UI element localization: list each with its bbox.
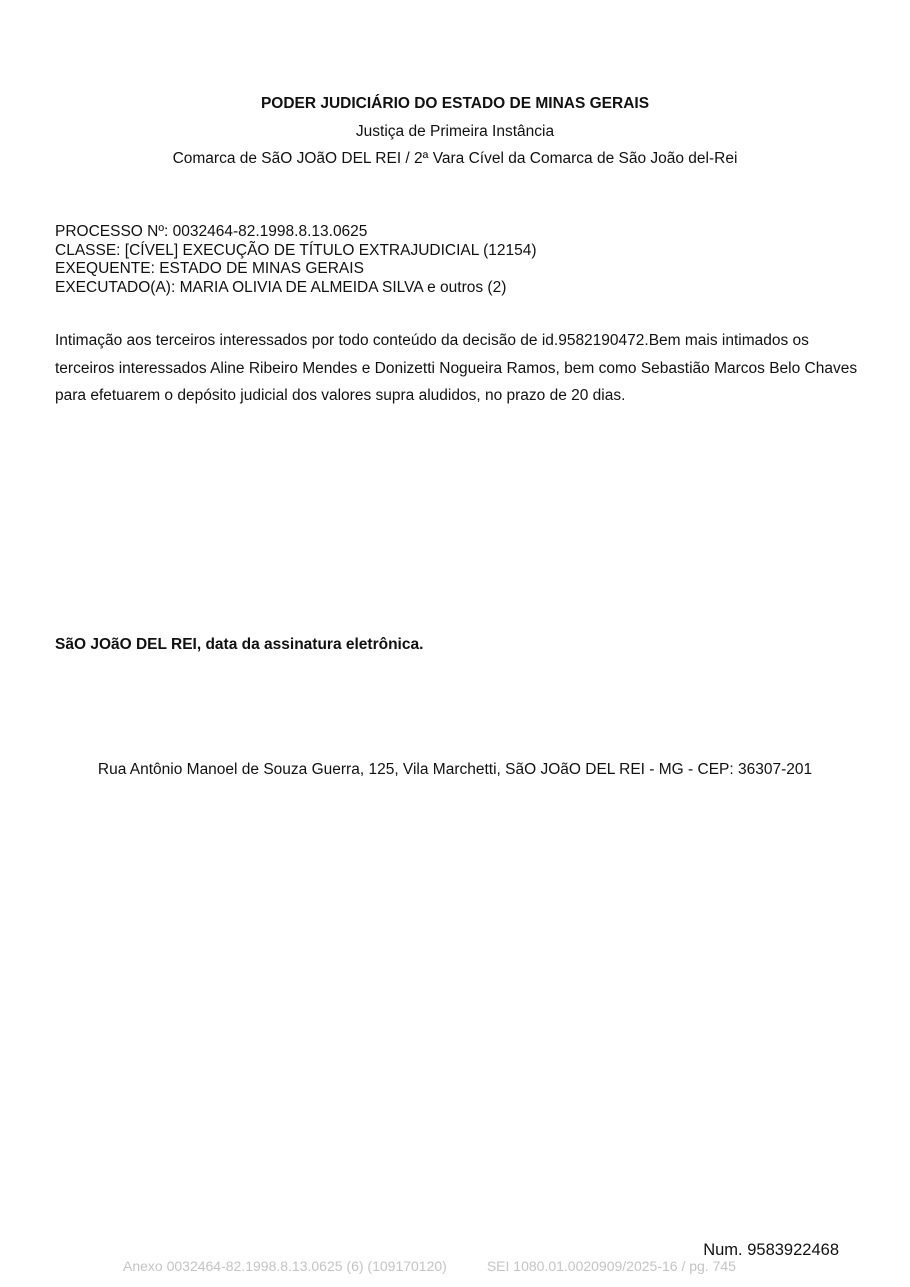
document-number: Num. 9583922468: [703, 1241, 839, 1259]
footer-sei: SEI 1080.01.0020909/2025-16 / pg. 745: [486, 1258, 736, 1274]
signature-line: SãO JOãO DEL REI, data da assinatura eletrônica.: [55, 636, 424, 653]
notice-paragraph: Intimação aos terceiros interessados por todo conteúdo da decisão de id.9582190472.Bem mais intimados os terceiros interessados Aline Ribeiro Mendes e Donizetti Nogueira Ramos, bem como Sebastião Marcos Belo Chaves para efetuarem o depósito judicial dos valores supra aludidos, no prazo de 20 dias.: [55, 332, 858, 404]
document-header: [0, 94, 910, 169]
page-footer: [123, 1257, 736, 1275]
comarca-title: Comarca de SãO JOãO DEL REI / 2ª Vara Cível da Comarca de São João del-Rei: [172, 150, 738, 167]
court-address: Rua Antônio Manoel de Souza Guerra, 125, Vila Marchetti, SãO JOãO DEL REI - MG - CEP: 36307-201: [97, 761, 813, 778]
case-defendant: EXECUTADO(A): MARIA OLIVIA DE ALMEIDA SILVA e outros (2): [55, 278, 507, 296]
footer-annex: Anexo 0032464-82.1998.8.13.0625 (6) (109170120): [123, 1258, 447, 1274]
instance-title: Justiça de Primeira Instância: [355, 123, 555, 140]
case-info: [55, 223, 855, 297]
case-process-number: PROCESSO Nº: 0032464-82.1998.8.13.0625: [55, 223, 368, 240]
case-class: CLASSE: [CÍVEL] EXECUÇÃO DE TÍTULO EXTRAJUDICIAL (12154): [55, 241, 537, 259]
case-plaintiff: EXEQUENTE: ESTADO DE MINAS GERAIS: [55, 260, 364, 277]
court-title: PODER JUDICIÁRIO DO ESTADO DE MINAS GERAIS: [260, 95, 650, 112]
